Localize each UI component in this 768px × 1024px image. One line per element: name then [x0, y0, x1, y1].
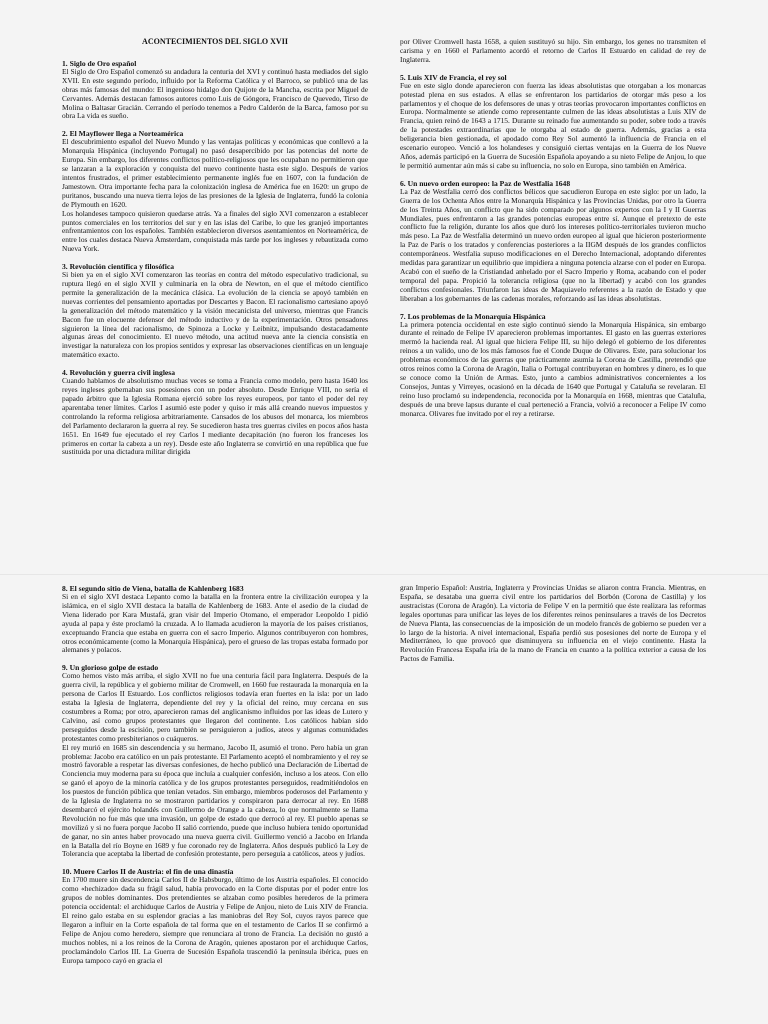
section-paragraph: En 1700 muere sin descendencia Carlos II de Habsburgo, último de los Austria españoles. El conocido como «hechizado» dada su frágil salud, había provocado en la Corte disputas por el poder entre los grupos de nobles dominantes. Dos pretendientes se alzaban como posibles herederos de la primera potencia occidental: el archiduque Carlos de Austria y Felipe de Anjou, nieto de Luis XIV de Francia. El reino galo estaba en su esplendor gracias a las maniobras del Rey Sol, cuyos rayos parece que llegaron a influir en la Corte española de tal forma que en el testamento de Carlos II se confirmó a Felipe de Anjou como heredero, siempre que renunciara al trono de Francia. La decisión no gustó a muchos nobles, ni a los reinos de la Corona de Aragón, quienes apostaron por el archiduque Carlos, proclamándolo Carlos III. La Guerra de Sucesión Española trascendió la península ibérica, pues en Europa tampoco cayó en gracia el — [62, 875, 368, 965]
sections-container — [62, 584, 368, 965]
document-section — [400, 584, 706, 664]
section-paragraph: por Oliver Cromwell hasta 1658, a quien sustituyó su hijo. Sin embargo, los genes no transmiten el carisma y en 1660 el Parlamento acordó el retorno de Carlos II Estuardo en calidad de rey de Inglaterra. — [400, 37, 706, 64]
document-section — [400, 38, 706, 65]
column-p1-left — [62, 38, 368, 465]
section-paragraph: Si bien ya en el siglo XVI comenzaron las teorías en contra del método especulativo tradicional, su ruptura llegó en el siglo XVII y culminaría en la obra de Newton, en el que el método científico permite la generalización de la mecánica clásica. La evolución de la ciencia se apoyó también en nuevas corrientes del pensamiento aportadas por Descartes y Bacon. El racionalismo cartesiano apoyó la generalización del método matemático y la visión mecanicista del universo, mientras que Francis Bacon fue un elocuente defensor del método inductivo y de la experimentación. Otros pensadores siguieron la línea del racionalismo, de Spinoza a Locke y Leibnitz, impulsando destacadamente algunas áreas del conocimiento. El nuevo método, una actitud nueva ante la ciencia consistía en investigar la naturaleza con los propios sentidos y expresar las observaciones científicas en un lenguaje matemático exacto. — [62, 270, 368, 360]
document-section — [62, 368, 368, 457]
document-section — [400, 73, 706, 171]
section-heading: 8. El segundo sitio de Viena, batalla de Kahlenberg 1683 — [62, 584, 244, 593]
section-heading: 7. Los problemas de la Monarquía Hispánica — [400, 311, 546, 321]
sections-container — [400, 584, 706, 664]
section-paragraph: El descubrimiento español del Nuevo Mundo y las ventajas políticas y económicas que conllevó a la Monarquía Hispánica (incluyendo Portugal) no pasó desapercibido por las potencias del norte de Europa. Sin embargo, los diferentes conflictos político-religiosos que les ocupaban no permitieron que se lanzaran a la exploración y conquista del nuevo continente hasta este siglo. Después de varios intentos frustrados, el primer establecimiento permanente inglés fue en 1607, con la fundación de Jamestown. Otra importante fecha para la colonización inglesa de América fue en 1620: un grupo de puritanos, buscando una nueva tierra lejos de las presiones de la Iglesia de Inglaterra, fundó la colonia de Plymouth en 1620. — [62, 137, 368, 209]
document-section — [62, 59, 368, 121]
sections-container — [400, 38, 706, 419]
section-heading: 1. Siglo de Oro español — [62, 58, 137, 68]
section-paragraph: gran Imperio Español: Austria, Inglaterra y Provincias Unidas se aliaron contra Francia. Mientras, en España, se desataba una guerra civil entre los partidarios del Borbón (Corona de Castilla) y los austracistas (Corona de Aragón). La victoria de Felipe V en la permitió que éste realizara las reformas legales oportunas para unificar las leyes de los diferentes reinos peninsulares a través de los Decretos de Nueva Planta, las consecuencias de la imposición de un modelo francés de gobierno se pueden ver a lo largo de la historia. A nivel internacional, España perdió sus posesiones del norte de Europa y el Mediterráneo, lo que provocó que disminuyera su influencia en el viejo continente. Hasta la Revolución Francesa España iría de la mano de Francia en cuanto a la política exterior a causa de los Pactos de Familia. — [400, 583, 706, 664]
section-paragraph: Como hemos visto más arriba, el siglo XVII no fue una centuria fácil para Inglaterra. Después de la guerra civil, la república y el gobierno militar de Cromwell, en 1660 fue restaurada la monarquía en la persona de Carlos II Estuardo. Los conflictos religiosos todavía eran fuertes en la isla: por un lado estaba la Iglesia de Inglaterra, dependiente del rey y la oficial del reino, muy cercana en sus costumbres a Roma; por otro, aparecieron ramas del anglicanismo influidos por las ideas de Lutero y Calvino, así como grupos protestantes que llegaron del continente. Los católicos habían sido perseguidos desde la escisión, pero también se persiguieron a judíos, ateos y algunas comunidades protestantes como presbiterianos o cuáqueros. — [62, 671, 368, 743]
column-p2-right — [400, 584, 706, 672]
section-heading: 10. Muere Carlos II de Austria: el fin de una dinastía — [62, 867, 234, 877]
document-section — [400, 312, 706, 419]
section-heading: 2. El Mayflower llega a Norteamérica — [62, 129, 184, 139]
section-heading: 3. Revolución científica y filosófica — [62, 262, 174, 272]
document-section — [62, 584, 368, 655]
page-divider — [0, 574, 768, 575]
document-section — [62, 129, 368, 254]
section-heading: 6. Un nuevo orden europeo: la Paz de Westfalia 1648 — [400, 178, 571, 188]
document-section — [62, 663, 368, 859]
section-paragraph: Si en el siglo XVI destaca Lepanto como la batalla en la frontera entre la civilización europea y la islámica, en el siglo XVII destaca la batalla de Kahlenberg de 1683. Ante el asedio de la ciudad de Viena liderado por Kara Mustafá, gran visir del Imperio Otomano, el emperador Leopoldo I pidió ayuda al papa y éste proclamó la cruzada. A lo llamada acudieron la mayoría de los países cristianos, exceptuando Francia que estaba en guerra con el sacro Imperio. Algunos contribuyeron con hombres, otros económicamente (como la Monarquía Hispánica), pero el grueso de las tropas estaba formado por alemanes y polacos. — [62, 592, 368, 655]
document-section — [62, 867, 368, 965]
document-title: ACONTECIMIENTOS DEL SIGLO XVII — [142, 37, 288, 46]
section-paragraph: La Paz de Westfalia cerró dos conflictos bélicos que sacudieron Europa en este siglo: por un lado, la Guerra de los Ochenta Años entre la Monarquía Hispánica y las Provincias Unidas, por otro la Guerra de los Treinta Años, un conflicto que ha sido comparado por algunos expertos con la I y II Guerras Mundiales, pues enfrentaron a las grandes potencias europeas entre sí. Aunque el pretexto de este conflicto fue la religión, durante los años que duró los intereses político-territoriales tuvieron mucho más peso. La Paz de Westfalia determinó un nuevo orden europeo al igual que hicieron posteriormente la Paz de París o los tratados y conferencias posteriores a la IIGM después de los grandes conflictos contemporáneos. Westfalia supuso modificaciones en el Derecho Internacional, adoptando diferentes medidas para garantizar un equilibrio que impidiera a ninguna potencia alzarse con el poder en Europa. Acabó con el sueño de la Cristiandad anhelado por el Sacro Imperio y Roma, acabando con el poder temporal del papa. Propició la tolerancia religiosa (que no la libertad) y acabó con los grandes conflictos confesionales. Triunfaron las ideas de Maquiavelo referentes a la razón de Estado y que liberaban a los gobernantes de las cadenas morales, reforzando así las ideas absolutistas. — [400, 186, 706, 303]
section-paragraph: Los holandeses tampoco quisieron quedarse atrás. Ya a finales del siglo XVI comenzaron a establecer puntos comerciales en los territorios del sur y en las islas del Caribe, lo que les granjeó importantes enfrentamientos con los españoles. También establecieron diversos asentamientos en Norteamérica, de entre los cuales destaca Nueva Ámsterdam, conquistada más tarde por los ingleses y rebautizada como Nueva York. — [62, 208, 368, 254]
section-heading: 5. Luis XIV de Francia, el rey sol — [400, 72, 507, 82]
section-heading: 4. Revolución y guerra civil inglesa — [62, 368, 176, 378]
document-section — [62, 262, 368, 360]
document-section — [400, 179, 706, 304]
column-p2-left — [62, 584, 368, 973]
section-paragraph: El Siglo de Oro Español comenzó su andadura la centuria del XVI y continuó hasta mediados del siglo XVII. En este segundo período, influido por la Reforma Católica y el Barroco, se publicó una de las obras más famosas del mundo: El ingenioso hidalgo don Quijote de la Mancha, escrita por Miguel de Cervantes. Además destacan famosos autores como Luis de Góngora, Francisco de Quevedo, Tirso de Molina o Baltasar Gracián. Cerrando el período tenemos a Pedro Calderón de la Barca, famoso por su obra La vida es sueño. — [62, 66, 368, 121]
section-paragraph: La primera potencia occidental en este siglo continuó siendo la Monarquía Hispánica, sin embargo durante el reinado de Felipe IV aparecieron problemas importantes. El gasto en las guerras exteriores mermó la hacienda real. Al igual que hiciera Felipe III, su hijo delegó el gobierno de los diferentes reinos a un valido, uno de los más famosos fue el Conde Duque de Olivares. Este, para solucionar los problemas económicos de las guerras que prácticamente asumía la Corona de Castilla, pretendió que otros reinos como la Corona de Aragón, Italia o Portugal contribuyeran en hombres y dinero, es lo que se conoce como la Unión de Armas. Esto, junto a cambios administrativos concernientes a los Consejos, Juntas y Virreyes, ocasionó en la década de 1640 que Portugal y Cataluña se revelaran. El reino luso proclamó su independencia, reconocida por la Monarquía en 1668, mientras que Cataluña, después de una breve lapsus durante el cual perteneció a Francia, volvió a reconocer a Felipe IV como monarca. Olivares fue invitado por el rey a retirarse. — [400, 319, 706, 418]
sections-container — [62, 59, 368, 457]
section-paragraph: Cuando hablamos de absolutismo muchas veces se toma a Francia como modelo, pero hasta 1640 los reyes ingleses gobernaban sus posesiones con un poder absoluto. Desde Enrique VIII, no sería el papado árbitro que la Iglesia Romana ejerció sobre los reyes europeos, por tanto el poder del rey aparentaba tener límites. Carlos I asumió este poder y quiso ir más allá creando nuevos impuestos y controlando la reforma religiosa arbitrariamente. Cansados de los abusos del monarca, los miembros del Parlamento declararon la guerra al rey. Se sucedieron hasta tres guerras civiles en pocos años hasta 1651. En 1649 fue ejecutado el rey Carlos I mediante decapitación (no fueron los franceses los primeros en cortar la cabeza a un rey). Desde este año Inglaterra se convirtió en una república que fue sustituida por una dictadura militar dirigida — [62, 376, 368, 457]
section-heading: 9. Un glorioso golpe de estado — [62, 663, 159, 673]
column-p1-right — [400, 38, 706, 427]
section-paragraph: El rey murió en 1685 sin descendencia y su hermano, Jacobo II, asumió el trono. Pero había un gran problema: Jacobo era católico en un país protestante. El Parlamento aceptó el nombramiento y el rey se mostró favorable a respetar las diversas confesiones, de hecho publicó una Declaración de Libertad de Conciencia muy moderna para su época que incluía a cualquier confesión, incluso a los ateos. Con ello se ganó el apoyo de la minoría católica y de los grupos protestantes perseguidos, readmitiéndolos en los puestos de función pública que tenían vetados. Sin embargo, miembros poderosos del Parlamento y de la Iglesia de Inglaterra no se mostraron partidarios y conspiraron para derrocar al rey. En 1688 desembarcó el ejército holandés con Guillermo de Orange a la cabeza, lo que normalmente se llama Revolución no fue más que una invasión, un golpe de estado que derrocó al rey. El pueblo apenas se movilizó y si no fuera porque Jacobo II salió corriendo, puede que incluso hubiera tenido oportunidad de ganar, no sin antes haber provocado una nueva guerra civil. Guillermo venció a Jacobo en Irlanda en la Batalla del río Boyne en 1689 y fue coronado rey de Inglaterra. Años después publicó la Ley de Tolerancia que aceptaba la libertad de confesión protestante, pero perseguía a católicos, ateos y judíos. — [62, 742, 368, 859]
section-paragraph: Fue en este siglo donde aparecieron con fuerza las ideas absolutistas que otorgaban a los monarcas potestad plena en sus estados. A ellas se enfrentaron los partidarios de otorgar más peso a los parlamentos y el choque de los defensores de unas y otras teorías provocaron importantes conflictos en Europa. Normalmente se atiende como representante culmen de las ideas absolutistas a Luis XIV de Francia, quien reinó de 1643 a 1715. Durante su reinado fue aumentando su poder, sobre todo a través de la potestades extraordinarias que le otorgaba al estado de guerra. Además, gracias a esta beligerancia bien gestionada, el apodado como Rey Sol aumentó la influencia de Francia en el escenario europeo. Venció a los holandeses y consiguió ciertas ventajas en la Guerra de los Nueve Años, además participó en la Guerra de Sucesión Española apoyando a su nieto Felipe de Anjou, lo que le permitió aumentar aún más si cabe su influencia, no solo en Europa, sino también en América. — [400, 80, 707, 170]
